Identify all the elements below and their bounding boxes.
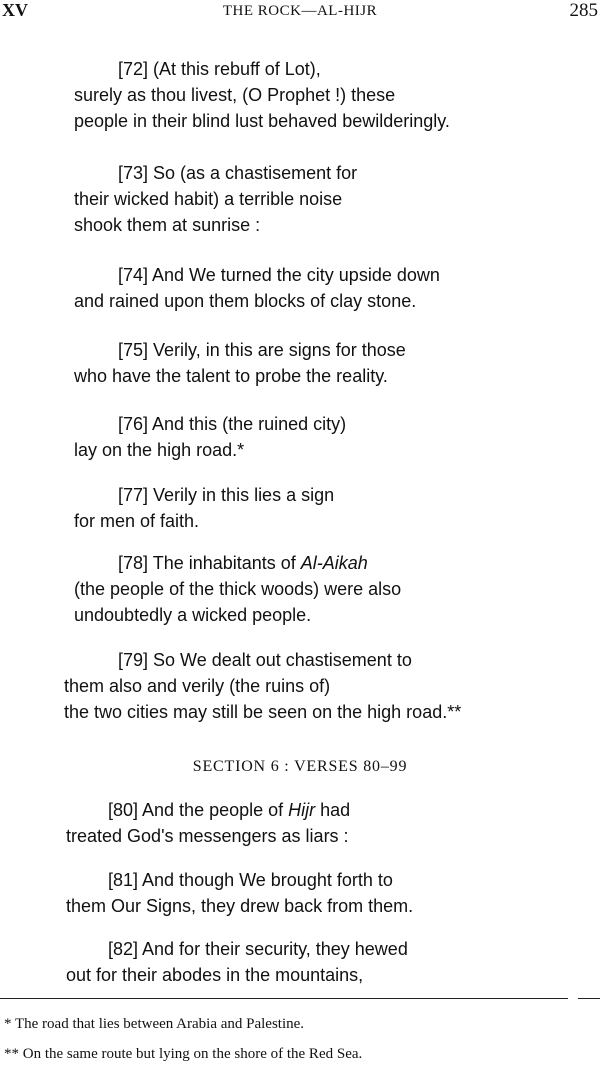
footnote-mark: * — [4, 1016, 12, 1032]
verse-line: out for their abodes in the mountains, — [66, 965, 364, 985]
verse-line: and rained upon them blocks of clay stone. — [74, 291, 417, 311]
footnotes — [4, 1012, 600, 1066]
verse-74 — [0, 262, 600, 314]
footnote-rule-tail — [578, 998, 600, 999]
verse-line: for men of faith. — [74, 511, 200, 531]
chapter-number: XV — [2, 0, 28, 20]
verse-79 — [0, 647, 600, 725]
verse-line: the two cities may still be seen on the high road.** — [64, 702, 462, 722]
verse-line: lay on the high road.* — [74, 440, 245, 460]
footnote — [4, 1042, 600, 1066]
verse-76 — [0, 411, 600, 463]
verse-line: treated God's messengers as liars : — [66, 826, 349, 846]
verse-line: people in their blind lust behaved bewilderingly. — [74, 111, 450, 131]
verse-line: [82] And for their security, they hewed — [108, 939, 408, 959]
verse-73 — [0, 160, 600, 238]
verse-82 — [0, 936, 600, 988]
verse-line: shook them at sunrise : — [74, 215, 261, 235]
section-verses: VERSES 80–99 — [294, 758, 408, 775]
section-heading — [0, 758, 600, 776]
verse-line: [73] So (as a chastisement for — [118, 163, 358, 183]
verse-line: who have the talent to probe the reality. — [74, 366, 388, 386]
place-name: Hijr — [288, 800, 316, 820]
verse-line: [72] (At this rebuff of Lot), — [118, 59, 321, 79]
verse-line — [0, 550, 600, 576]
verse-line: [75] Verily, in this are signs for those — [118, 340, 406, 360]
verse-72 — [0, 56, 600, 134]
verse-line: [81] And though We brought forth to — [108, 870, 393, 890]
running-title: THE ROCK—AL-HIJR — [222, 3, 378, 19]
verse-78 — [0, 550, 600, 628]
page-header — [0, 0, 600, 30]
footnote — [4, 1012, 600, 1036]
footnote-text: The road that lies between Arabia and Palestine. — [14, 1016, 305, 1032]
page-number: 285 — [569, 0, 598, 21]
verse-text: had — [315, 800, 351, 820]
verse-line: [79] So We dealt out chastisement to — [118, 650, 412, 670]
verse-81 — [0, 867, 600, 919]
verse-77 — [0, 482, 600, 534]
verse-80 — [0, 797, 600, 849]
verse-75 — [0, 337, 600, 389]
verse-line — [0, 797, 600, 823]
verse-line: (the people of the thick woods) were also — [74, 579, 402, 599]
footnote-mark: ** — [4, 1046, 19, 1062]
verse-line: [74] And We turned the city upside down — [118, 265, 440, 285]
footnote-text: On the same route but lying on the shore of the Red Sea. — [22, 1046, 363, 1062]
verse-text: [78] The inhabitants of — [118, 553, 301, 573]
verse-line: [76] And this (the ruined city) — [118, 414, 347, 434]
verse-line: them Our Signs, they drew back from them. — [66, 896, 414, 916]
section-label: SECTION 6 : — [192, 758, 290, 775]
verse-line: undoubtedly a wicked people. — [74, 605, 312, 625]
verse-line: them also and verily (the ruins of) — [64, 676, 331, 696]
place-name: Al-Aikah — [300, 553, 368, 573]
verse-line: surely as thou livest, (O Prophet !) these — [74, 85, 396, 105]
verse-text: [80] And the people of — [108, 800, 289, 820]
verse-line: [77] Verily in this lies a sign — [118, 485, 335, 505]
footnote-rule — [0, 998, 568, 999]
verse-line: their wicked habit) a terrible noise — [74, 189, 343, 209]
